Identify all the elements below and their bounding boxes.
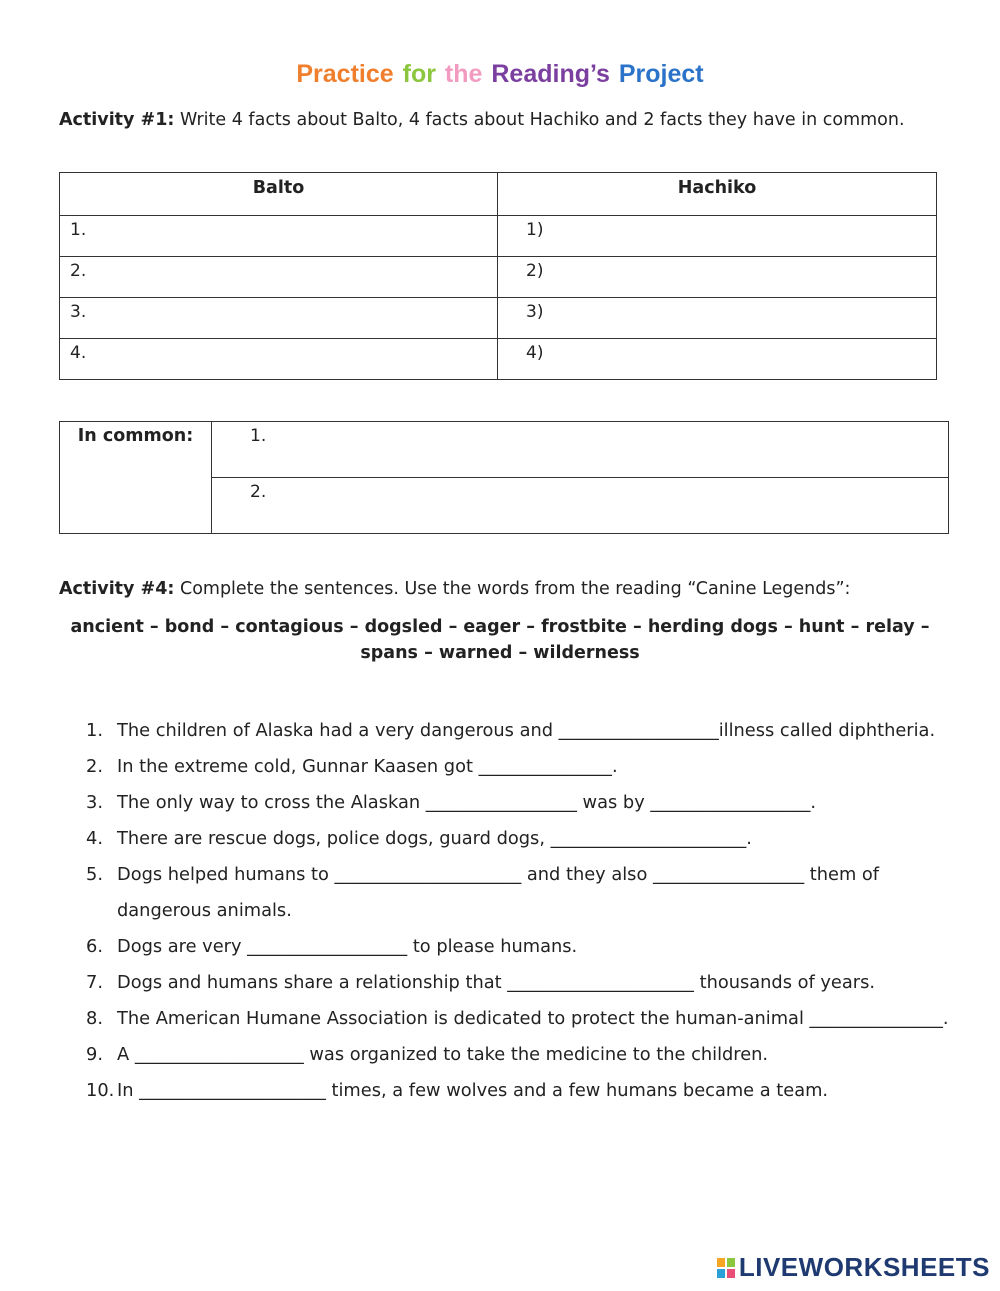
question-text[interactable]: Dogs helped humans to _____________________ and they also _________________ them of dangerous animals. [117,864,880,921]
list-item [86,1037,966,1073]
list-item [86,929,966,965]
balto-fact-cell[interactable]: 2. [60,257,498,298]
question-text[interactable]: In _____________________ times, a few wolves and a few humans became a team. [117,1080,829,1101]
balto-fact-cell[interactable]: 3. [60,298,498,339]
liveworksheets-logo[interactable] [717,1252,990,1283]
question-text[interactable]: A ___________________ was organized to take the medicine to the children. [117,1044,769,1065]
question-number: 6. [86,936,103,957]
question-text[interactable]: There are rescue dogs, police dogs, guard dogs, ______________________. [117,828,752,849]
hachiko-fact-cell[interactable]: 2) [498,257,937,298]
logo-block [727,1258,735,1267]
question-number: 3. [86,792,103,813]
question-text[interactable]: The children of Alaska had a very dangerous and __________________illness called diphtheria. [117,720,936,741]
hachiko-fact-cell[interactable]: 4) [498,339,937,380]
question-number: 7. [86,972,103,993]
title-word: Practice [296,60,394,88]
page-title [0,60,1000,89]
activity-1-instructions [59,107,939,133]
list-item [86,713,966,749]
question-text[interactable]: Dogs are very __________________ to please humans. [117,936,578,957]
list-item [86,1001,966,1037]
facts-header-balto: Balto [60,173,498,216]
list-item [86,749,966,785]
logo-block [717,1269,725,1278]
logo-block [727,1269,735,1278]
title-word: for [402,60,436,88]
table-row [60,257,937,298]
hachiko-fact-cell[interactable]: 1) [498,216,937,257]
question-number: 5. [86,864,103,885]
word-bank: ancient – bond – contagious – dogsled – eager – frostbite – herding dogs – hunt – relay – spans – warned – wilderness [70,617,930,663]
activity-4-instructions [59,576,939,602]
live-blocks-icon [717,1258,735,1278]
activity-4-text: Complete the sentences. Use the words from the reading “Canine Legends”: [179,579,851,599]
in-common-label: In common: [60,422,212,534]
table-row [60,298,937,339]
logo-text: LIVEWORKSHEETS [738,1252,990,1282]
question-number: 9. [86,1044,103,1065]
sentence-list [86,713,966,1109]
list-item [86,821,966,857]
table-row [60,339,937,380]
facts-header-hachiko: Hachiko [498,173,937,216]
hachiko-fact-cell[interactable]: 3) [498,298,937,339]
list-item [86,857,966,929]
activity-1-label: Activity #1: [59,110,175,130]
in-common-table [59,421,949,534]
logo-block [717,1258,725,1267]
in-common-cell[interactable]: 1. [212,422,949,478]
question-number: 2. [86,756,103,777]
title-word: Reading’s [491,60,610,88]
in-common-cell[interactable]: 2. [212,478,949,534]
question-number: 4. [86,828,103,849]
question-number: 8. [86,1008,103,1029]
title-word: Project [618,60,704,88]
question-text[interactable]: The only way to cross the Alaskan _________________ was by __________________. [117,792,817,813]
list-item [86,965,966,1001]
question-text[interactable]: The American Humane Association is dedicated to protect the human-animal _______________. [117,1008,949,1029]
list-item [86,785,966,821]
question-number: 10. [86,1080,115,1101]
title-word: the [444,60,483,88]
question-text[interactable]: In the extreme cold, Gunnar Kaasen got _______________. [117,756,618,777]
facts-table [59,172,937,380]
question-number: 1. [86,720,103,741]
list-item [86,1073,966,1109]
table-row [60,216,937,257]
balto-fact-cell[interactable]: 1. [60,216,498,257]
balto-fact-cell[interactable]: 4. [60,339,498,380]
activity-4-label: Activity #4: [59,579,175,599]
question-text[interactable]: Dogs and humans share a relationship that _____________________ thousands of years. [117,972,875,993]
activity-1-text: Write 4 facts about Balto, 4 facts about Hachiko and 2 facts they have in common. [179,110,905,130]
